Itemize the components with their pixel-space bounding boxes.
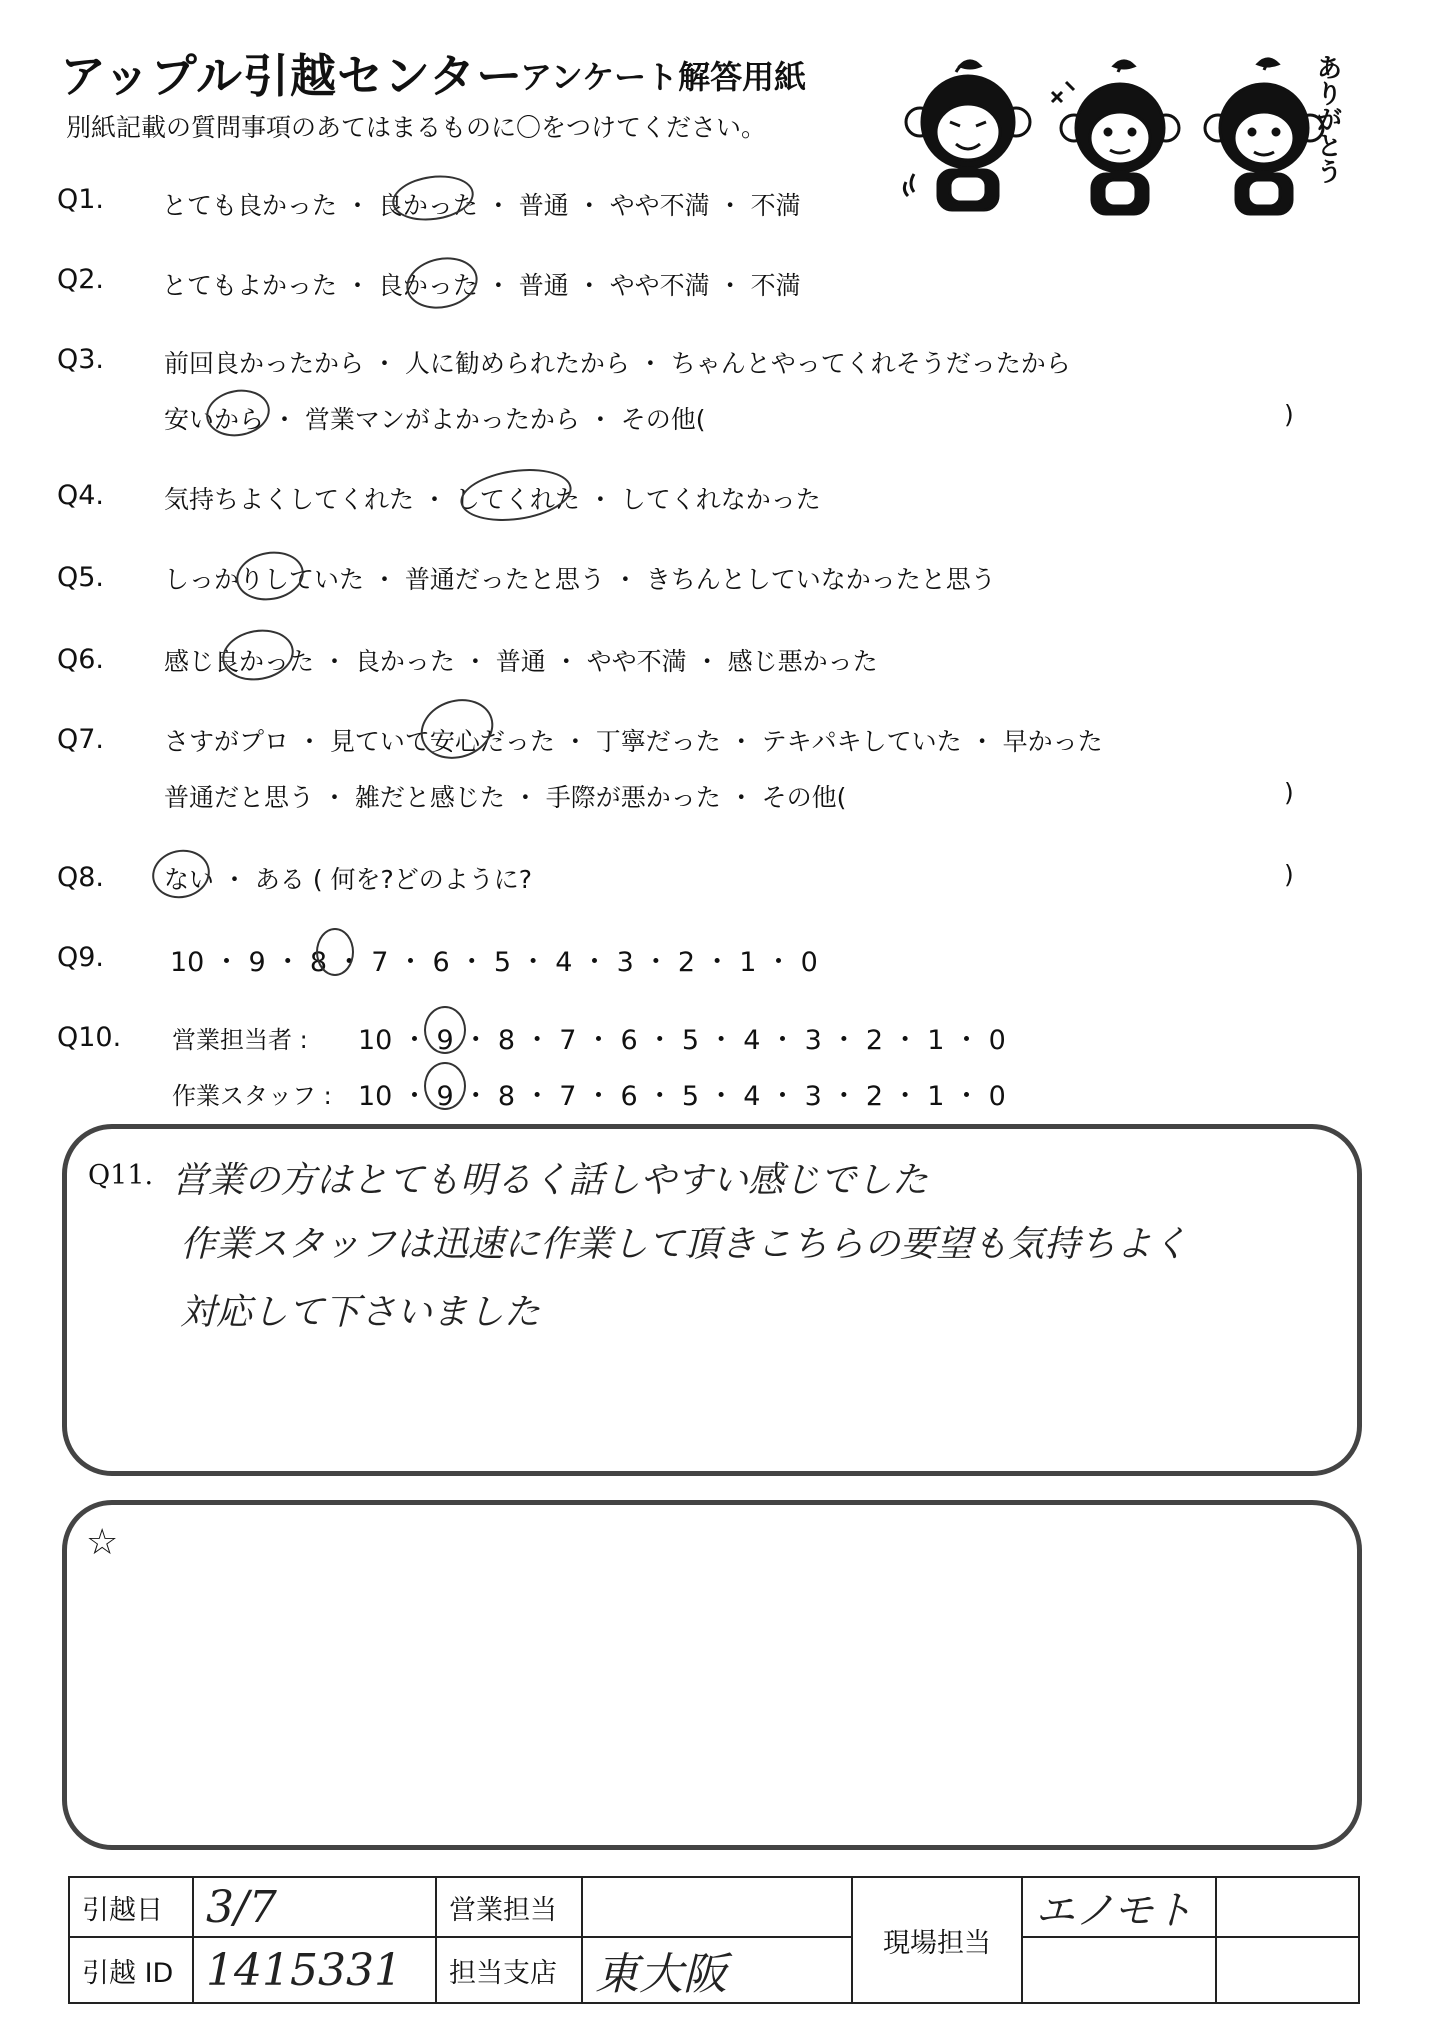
q7-close-paren: ) [1284,778,1294,807]
monkey-icon [904,61,1030,210]
branch-value[interactable]: 東大阪 [582,1937,852,2003]
mascot-illustration [898,52,1358,228]
page-subtitle: アンケート解答用紙 [520,58,807,96]
q3-close-paren: ) [1284,400,1294,429]
page-title: アップル引越センター [60,49,524,103]
q10-sales-selection-circle [424,1006,466,1054]
move-info-table [68,1876,1360,2004]
monkey-icon [1205,59,1323,214]
q11-label: Q11. [88,1160,154,1191]
q6-label: Q6. [57,644,105,675]
q11-answer-line: 作業スタッフは迅速に作業して頂きこちらの要望も気持ちよく [180,1224,1189,1265]
site-rep-value[interactable]: エノモト [1022,1877,1216,1937]
q10-sales-scale[interactable]: 10 ・ 9 ・ 8 ・ 7 ・ 6 ・ 5 ・ 4 ・ 3 ・ 2 ・ 1 ・ 0 [358,1025,1006,1056]
q4-selection-circle [457,462,575,527]
instruction-text: 別紙記載の質問事項のあてはまるものに〇をつけてください。 [66,113,767,142]
q3-options-line1[interactable]: 前回良かったから ・ 人に勧められたから ・ ちゃんとやってくれそうだったから [164,349,1071,378]
q3-label: Q3. [57,344,105,375]
q11-answer-line: 営業の方はとても明るく話しやすい感じでした [172,1160,929,1201]
site-rep-extra-cell-2[interactable] [1216,1937,1359,2003]
q6-options[interactable]: 感じ良かった ・ 良かった ・ 普通 ・ やや不満 ・ 感じ悪かった [164,647,878,676]
site-rep-label: 現場担当 [852,1877,1022,2003]
q5-selection-circle [232,546,307,605]
sales-rep-label: 営業担当 [436,1877,582,1937]
q7-label: Q7. [57,724,105,755]
comment-box[interactable] [62,1500,1362,1850]
q9-label: Q9. [57,942,105,973]
monkey-icon [1052,61,1179,214]
q2-label: Q2. [57,264,105,295]
q5-options[interactable]: しっかりしていた ・ 普通だったと思う ・ きちんとしていなかったと思う [164,565,996,594]
q8-label: Q8. [57,862,105,893]
q5-label: Q5. [57,562,105,593]
move-id-value[interactable]: 1415331 [193,1937,436,2003]
q11-answer-line: 対応して下さいました [180,1292,541,1333]
site-rep-extra-cell[interactable] [1216,1877,1359,1937]
q10-label: Q10. [57,1022,122,1053]
q2-options[interactable]: とてもよかった ・ 良かった ・ 普通 ・ やや不満 ・ 不満 [162,271,801,300]
q10-staff-label: 作業スタッフ : [172,1082,332,1110]
q2-selection-circle [402,251,483,315]
q10-staff-selection-circle [424,1062,466,1110]
branch-label: 担当支店 [436,1937,582,2003]
mascot-caption: ありがとう [1312,54,1342,184]
q8-close-paren: ) [1284,860,1294,889]
q8-options[interactable]: ない ・ ある ( 何を?どのように? [164,865,533,894]
q10-staff-scale[interactable]: 10 ・ 9 ・ 8 ・ 7 ・ 6 ・ 5 ・ 4 ・ 3 ・ 2 ・ 1 ・ 0 [358,1081,1006,1112]
star-icon: ☆ [86,1522,119,1563]
q7-options-line2[interactable]: 普通だと思う ・ 雑だと感じた ・ 手際が悪かった ・ その他( [164,783,847,812]
move-id-label: 引越 ID [69,1937,193,2003]
q9-selection-circle [316,928,354,976]
sales-rep-value[interactable] [582,1877,852,1937]
q3-options-line2[interactable]: 安いから ・ 営業マンがよかったから ・ その他( [164,405,706,434]
q9-scale[interactable]: 10 ・ 9 ・ 8 ・ 7 ・ 6 ・ 5 ・ 4 ・ 3 ・ 2 ・ 1 ・ 0 [170,947,818,978]
q7-options-line1[interactable]: さすがプロ ・ 見ていて安心だった ・ 丁寧だった ・ テキパキしていた ・ 早かった [164,727,1103,756]
q1-label: Q1. [57,184,105,215]
q10-sales-label: 営業担当者 : [172,1026,308,1054]
site-rep-cell-2[interactable] [1022,1937,1216,2003]
move-date-label: 引越日 [69,1877,193,1937]
q1-options[interactable]: とても良かった ・ 良かった ・ 普通 ・ やや不満 ・ 不満 [162,191,801,220]
q4-label: Q4. [57,480,105,511]
q4-options[interactable]: 気持ちよくしてくれた ・ してくれた ・ してくれなかった [164,485,821,514]
move-date-value[interactable]: 3/7 [193,1877,436,1937]
